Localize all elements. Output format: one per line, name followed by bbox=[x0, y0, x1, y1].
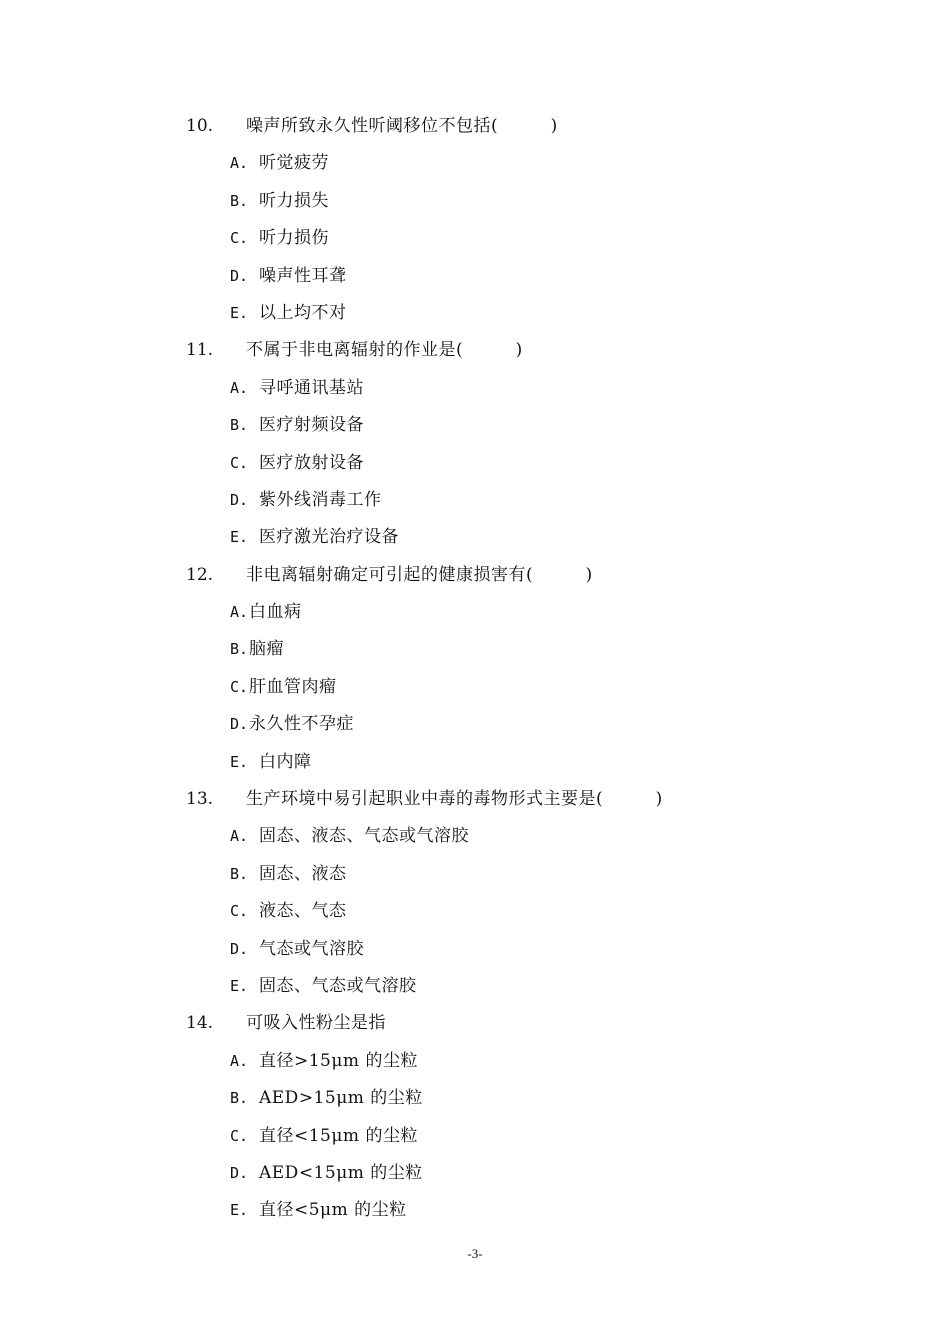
option-text: 直径>15μm 的尘粒 bbox=[259, 1050, 418, 1071]
option-label: D. bbox=[230, 939, 249, 958]
option-label: B. bbox=[230, 640, 249, 659]
option-c bbox=[0, 445, 950, 482]
option-b bbox=[0, 856, 950, 893]
option-label: E. bbox=[230, 528, 249, 547]
option-text: 听力损伤 bbox=[259, 228, 329, 249]
option-c bbox=[0, 220, 950, 257]
option-text: 固态、气态或气溶胶 bbox=[259, 975, 417, 996]
option-text: 医疗射频设备 bbox=[259, 415, 364, 436]
option-label: B. bbox=[230, 191, 249, 210]
option-e bbox=[0, 1192, 950, 1229]
option-e bbox=[0, 968, 950, 1005]
question-13 bbox=[0, 781, 950, 818]
question-number: 14. bbox=[186, 1013, 214, 1034]
question-text: 噪声所致永久性听阈移位不包括( ) bbox=[246, 116, 558, 136]
option-text: 以上均不对 bbox=[259, 302, 347, 323]
question-text: 可吸入性粉尘是指 bbox=[246, 1013, 386, 1034]
option-b bbox=[0, 631, 950, 668]
option-text: 白内障 bbox=[259, 751, 312, 772]
question-12 bbox=[0, 557, 950, 594]
option-c bbox=[0, 1118, 950, 1155]
option-label: D. bbox=[230, 715, 249, 734]
question-list bbox=[0, 108, 950, 1230]
option-label: A. bbox=[230, 378, 249, 397]
option-label: C. bbox=[230, 1126, 249, 1145]
option-text: 医疗激光治疗设备 bbox=[259, 527, 399, 548]
question-11 bbox=[0, 332, 950, 369]
question-number: 12. bbox=[186, 564, 214, 585]
option-d bbox=[0, 258, 950, 295]
option-text: 气态或气溶胶 bbox=[259, 938, 364, 959]
option-text: AED>15μm 的尘粒 bbox=[259, 1088, 423, 1109]
option-text: 永久性不孕症 bbox=[249, 714, 354, 735]
option-text: 肝血管肉瘤 bbox=[249, 676, 337, 697]
option-a bbox=[0, 1043, 950, 1080]
option-text: 听觉疲劳 bbox=[259, 153, 329, 174]
option-label: B. bbox=[230, 416, 249, 435]
question-10 bbox=[0, 108, 950, 145]
option-text: 白血病 bbox=[249, 602, 302, 623]
option-b bbox=[0, 1080, 950, 1117]
question-14 bbox=[0, 1005, 950, 1042]
option-label: C. bbox=[230, 902, 249, 921]
option-label: C. bbox=[230, 677, 249, 696]
option-label: D. bbox=[230, 1163, 249, 1182]
option-label: B. bbox=[230, 1089, 249, 1108]
option-e bbox=[0, 744, 950, 781]
question-number: 13. bbox=[186, 789, 214, 810]
option-d bbox=[0, 482, 950, 519]
option-text: 脑瘤 bbox=[249, 639, 284, 660]
question-text: 生产环境中易引起职业中毒的毒物形式主要是( ) bbox=[246, 789, 663, 810]
option-label: D. bbox=[230, 490, 249, 509]
option-text: 液态、气态 bbox=[259, 901, 347, 922]
question-text: 不属于非电离辐射的作业是( ) bbox=[246, 340, 523, 361]
option-text: 噪声性耳聋 bbox=[259, 265, 347, 286]
page-number: -3- bbox=[467, 1246, 483, 1261]
option-label: E. bbox=[230, 303, 249, 322]
option-label: E. bbox=[230, 1201, 249, 1220]
question-number: 11. bbox=[186, 340, 214, 361]
option-d bbox=[0, 1155, 950, 1192]
option-a bbox=[0, 370, 950, 407]
option-label: B. bbox=[230, 864, 249, 883]
option-label: A. bbox=[230, 154, 249, 173]
option-text: AED<15μm 的尘粒 bbox=[259, 1162, 423, 1183]
option-a bbox=[0, 818, 950, 855]
option-d bbox=[0, 706, 950, 743]
option-label: E. bbox=[230, 976, 249, 995]
option-text: 固态、液态 bbox=[259, 863, 347, 884]
option-text: 直径<5μm 的尘粒 bbox=[259, 1200, 407, 1221]
option-label: A. bbox=[230, 1051, 249, 1070]
option-text: 直径<15μm 的尘粒 bbox=[259, 1125, 418, 1146]
option-e bbox=[0, 295, 950, 332]
option-b bbox=[0, 407, 950, 444]
question-number: 10. bbox=[186, 116, 214, 136]
option-text: 医疗放射设备 bbox=[259, 452, 364, 473]
option-a bbox=[0, 594, 950, 631]
option-e bbox=[0, 519, 950, 556]
option-a bbox=[0, 145, 950, 182]
option-c bbox=[0, 893, 950, 930]
option-d bbox=[0, 931, 950, 968]
question-text: 非电离辐射确定可引起的健康损害有( ) bbox=[246, 564, 593, 585]
option-label: C. bbox=[230, 453, 249, 472]
option-text: 寻呼通讯基站 bbox=[259, 377, 364, 398]
option-label: C. bbox=[230, 229, 249, 248]
option-c bbox=[0, 669, 950, 706]
option-label: D. bbox=[230, 266, 249, 285]
option-label: E. bbox=[230, 752, 249, 771]
option-label: A. bbox=[230, 603, 249, 622]
option-text: 听力损失 bbox=[259, 190, 329, 211]
option-label: A. bbox=[230, 827, 249, 846]
option-text: 紫外线消毒工作 bbox=[259, 489, 382, 510]
option-b bbox=[0, 183, 950, 220]
option-text: 固态、液态、气态或气溶胶 bbox=[259, 826, 469, 847]
